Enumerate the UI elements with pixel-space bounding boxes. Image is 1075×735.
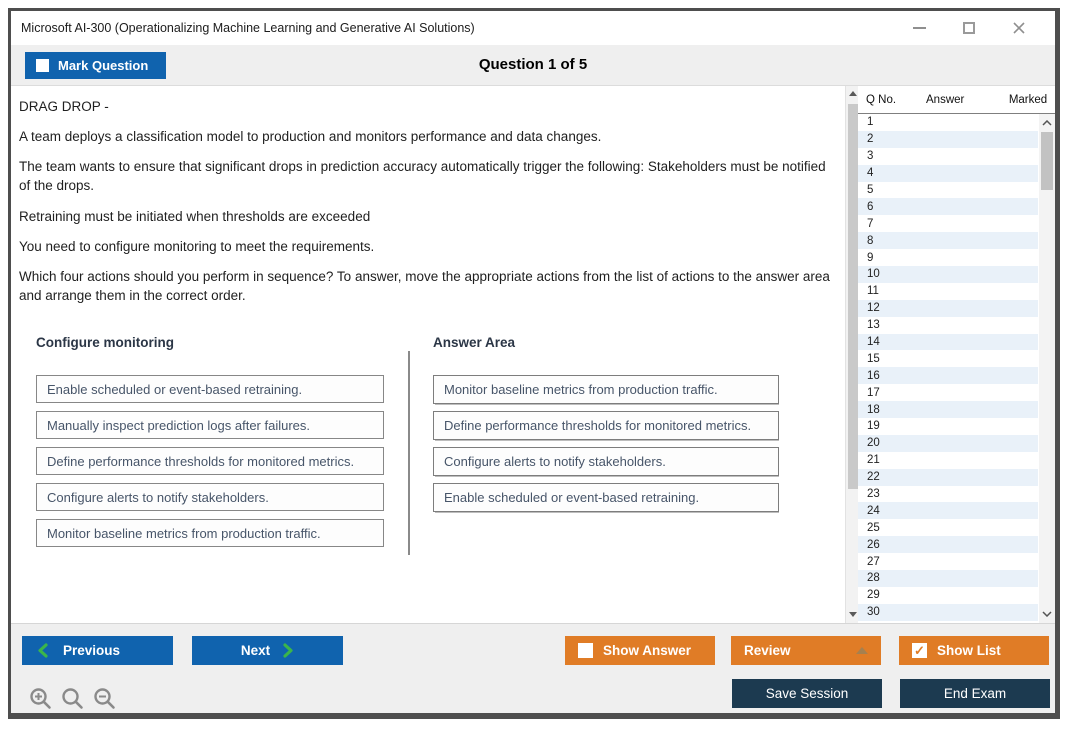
chevron-right-icon: [283, 643, 294, 658]
question-number: 23: [867, 488, 880, 501]
question-number: 6: [867, 200, 874, 213]
question-list-row[interactable]: [858, 165, 1038, 182]
question-list-row[interactable]: [858, 384, 1038, 401]
save-session-label: Save Session: [765, 686, 849, 701]
question-number: 21: [867, 454, 880, 467]
answer-area-item[interactable]: [433, 447, 779, 476]
answer-area-item[interactable]: [433, 411, 779, 440]
question-list-row[interactable]: [858, 469, 1038, 486]
show-list-label: Show List: [937, 643, 1001, 658]
source-action-item[interactable]: [36, 483, 384, 511]
maximize-button[interactable]: [961, 20, 977, 36]
show-list-button[interactable]: [899, 636, 1049, 665]
question-list-row[interactable]: [858, 502, 1038, 519]
zoom-in-icon: [28, 686, 54, 712]
question-list-row[interactable]: [858, 435, 1038, 452]
question-panel-scrollbar[interactable]: [845, 86, 858, 623]
question-paragraph: Which four actions should you perform in sequence? To answer, move the appropriate actions from the list of actions to the answer area and arrange them in the correct order.: [19, 268, 830, 304]
scrollbar-thumb[interactable]: [848, 104, 858, 489]
question-list-row[interactable]: [858, 486, 1038, 503]
question-list-panel: [858, 86, 1055, 623]
answer-area-label: Configure alerts to notify stakeholders.: [444, 454, 666, 470]
answer-area-label: Monitor baseline metrics from production traffic.: [444, 382, 718, 398]
show-answer-checkbox: [578, 643, 593, 658]
question-number: 22: [867, 471, 880, 484]
zoom-out-button[interactable]: [92, 686, 118, 712]
chevron-left-icon: [37, 643, 48, 658]
end-exam-label: End Exam: [943, 686, 1007, 701]
show-list-checkbox: [912, 643, 927, 658]
question-number: 7: [867, 217, 874, 230]
source-action-label: Enable scheduled or event-based retraining.: [47, 381, 303, 397]
question-paragraph: A team deploys a classification model to production and monitors performance and data changes.: [19, 129, 602, 145]
question-number: 1: [867, 116, 874, 129]
save-session-button[interactable]: [732, 679, 882, 708]
question-counter: Question 1 of 5: [478, 56, 588, 73]
checkmark-icon: ✓: [914, 643, 925, 658]
footer-toolbar: [11, 623, 1055, 713]
maximize-icon: [963, 22, 975, 34]
mark-question-checkbox: [36, 59, 49, 72]
chevron-up-icon: [1042, 120, 1052, 126]
next-button[interactable]: [192, 636, 343, 665]
question-list-row[interactable]: [858, 283, 1038, 300]
previous-button[interactable]: [22, 636, 173, 665]
question-number: 15: [867, 352, 880, 365]
question-number: 9: [867, 251, 874, 264]
question-list-row[interactable]: [858, 350, 1038, 367]
question-paragraph: Retraining must be initiated when thresholds are exceeded: [19, 208, 371, 224]
source-action-item[interactable]: [36, 519, 384, 547]
question-list-row[interactable]: [858, 418, 1038, 435]
question-number: 12: [867, 302, 880, 315]
question-list-row[interactable]: [858, 198, 1038, 215]
question-number: 8: [867, 234, 874, 247]
zoom-reset-icon: [60, 686, 86, 712]
question-list-row[interactable]: [858, 232, 1038, 249]
window-title: Microsoft AI-300 (Operationalizing Machine Learning and Generative AI Solutions): [21, 21, 475, 35]
minimize-icon: [913, 27, 926, 29]
column-answer: Answer: [926, 93, 965, 106]
end-exam-button[interactable]: [900, 679, 1050, 708]
question-number: 17: [867, 386, 880, 399]
source-action-label: Monitor baseline metrics from production traffic.: [47, 525, 321, 541]
next-label: Next: [240, 643, 271, 658]
source-list-title: Configure monitoring: [36, 335, 174, 351]
exhibit-divider: [408, 351, 410, 555]
source-action-item[interactable]: [36, 411, 384, 439]
question-type-label: DRAG DROP -: [19, 99, 109, 114]
source-action-label: Define performance thresholds for monitored metrics.: [47, 453, 355, 469]
question-header: [11, 45, 1055, 86]
scroll-up-icon: [849, 91, 857, 96]
question-list-row[interactable]: [858, 401, 1038, 418]
minimize-button[interactable]: [911, 20, 927, 36]
review-button[interactable]: [731, 636, 881, 665]
question-paragraph: The team wants to ensure that significant drops in prediction accuracy automatically trigger the following: Stakeholders must be notified of the drops.: [19, 159, 826, 194]
question-paragraphs: [19, 127, 835, 305]
previous-label: Previous: [63, 643, 121, 658]
scroll-down-icon: [849, 612, 857, 617]
show-answer-button[interactable]: [565, 636, 715, 665]
window-controls: [911, 20, 1027, 36]
question-number: 11: [867, 285, 879, 298]
zoom-out-icon: [92, 686, 118, 712]
question-number: 30: [867, 606, 880, 619]
question-list-row[interactable]: [858, 300, 1038, 317]
question-number: 27: [867, 555, 880, 568]
question-paragraph: You need to configure monitoring to meet the requirements.: [19, 238, 375, 254]
question-panel: [11, 86, 845, 623]
question-number: 29: [867, 589, 880, 602]
answer-area-list: [433, 375, 779, 519]
question-number: 13: [867, 319, 880, 332]
caret-up-icon: [856, 647, 868, 654]
question-list-row[interactable]: [858, 334, 1038, 351]
zoom-in-button[interactable]: [28, 686, 54, 712]
question-list-header: [858, 86, 1055, 114]
question-list-row[interactable]: [858, 182, 1038, 199]
question-number: 25: [867, 521, 880, 534]
chevron-down-icon: [1042, 611, 1052, 617]
source-actions-list: [36, 375, 384, 555]
question-list-row[interactable]: [858, 519, 1038, 536]
question-list-row[interactable]: [858, 367, 1038, 384]
question-number: 5: [867, 184, 874, 196]
zoom-toolbar: [28, 686, 118, 712]
source-action-item[interactable]: [36, 447, 384, 475]
question-list-row[interactable]: [858, 570, 1038, 587]
answer-area-title: Answer Area: [433, 335, 516, 351]
question-number: 14: [867, 336, 880, 349]
question-list-row[interactable]: [858, 215, 1038, 232]
question-list-row[interactable]: [858, 536, 1038, 553]
question-number: 3: [867, 150, 874, 163]
list-scrollbar-thumb[interactable]: [1041, 132, 1053, 190]
question-number: 24: [867, 504, 880, 517]
question-list-row[interactable]: [858, 553, 1038, 570]
close-button[interactable]: [1011, 20, 1027, 36]
question-number: 18: [867, 403, 880, 416]
question-list-row[interactable]: [858, 452, 1038, 469]
question-list-row[interactable]: [858, 249, 1038, 266]
source-action-label: Configure alerts to notify stakeholders.: [47, 489, 269, 505]
question-number: 16: [867, 369, 880, 382]
question-list-row[interactable]: [858, 131, 1038, 148]
review-label: Review: [744, 643, 791, 658]
show-answer-label: Show Answer: [603, 643, 692, 658]
question-number: 20: [867, 437, 880, 450]
question-number: 26: [867, 538, 880, 551]
mark-question-label: Mark Question: [58, 58, 149, 73]
question-number: 4: [867, 167, 874, 180]
drag-drop-exhibit: [36, 335, 835, 555]
question-list-row[interactable]: [858, 114, 1038, 131]
list-scroll-down-button[interactable]: [1039, 606, 1055, 622]
column-qno: Q No.: [866, 93, 897, 106]
question-list-row[interactable]: [858, 317, 1038, 334]
question-list-row[interactable]: [858, 604, 1038, 621]
question-number: 19: [867, 420, 880, 433]
question-number: 2: [867, 133, 874, 146]
source-action-label: Manually inspect prediction logs after failures.: [47, 417, 311, 433]
list-scroll-up-button[interactable]: [1039, 115, 1055, 131]
question-list-row[interactable]: [858, 266, 1038, 283]
answer-area-label: Define performance thresholds for monitored metrics.: [444, 418, 752, 434]
source-action-item[interactable]: [36, 375, 384, 403]
mark-question-button[interactable]: [25, 52, 166, 79]
question-list-scrollbar[interactable]: [1039, 114, 1055, 623]
answer-area-item[interactable]: [433, 483, 779, 512]
answer-area-item[interactable]: [433, 375, 779, 404]
question-number: 28: [867, 572, 880, 585]
question-list-row[interactable]: [858, 587, 1038, 604]
title-bar: [11, 11, 1055, 45]
question-list-rows: [858, 114, 1038, 621]
app-window: [8, 8, 1060, 719]
column-marked: Marked: [1008, 93, 1048, 106]
question-list-row[interactable]: [858, 148, 1038, 165]
answer-area-label: Enable scheduled or event-based retraining.: [444, 490, 700, 506]
close-icon: [1012, 21, 1026, 35]
question-number: 10: [867, 268, 880, 281]
zoom-reset-button[interactable]: [60, 686, 86, 712]
